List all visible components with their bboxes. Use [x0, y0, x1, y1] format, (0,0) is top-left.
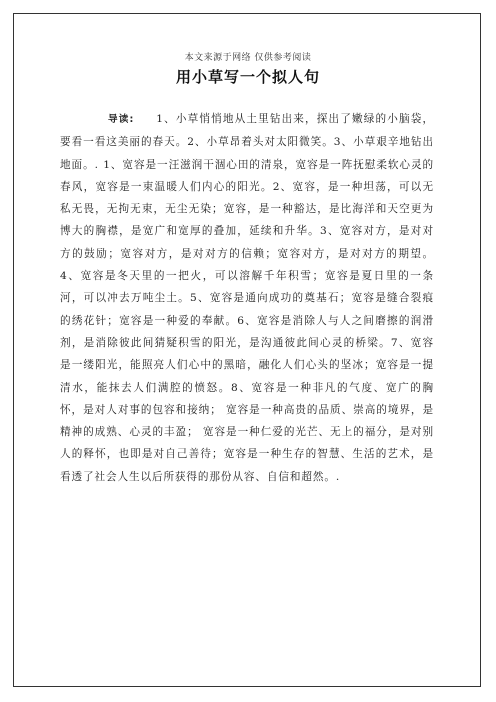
body-paragraph: 1、小草悄悄地从土里钻出来，探出了嫩绿的小脑袋，要看一看这美丽的春天。2、小草昂着头对太阳微笑。3、小草艰辛地钻出地面。. 1、宽容是一汪滋润干涸心田的清泉，宽容是一阵抚慰柔软心灵的春风，宽容是一束温暖人们内心的阳光。2、宽容，是一种坦荡，可以无私无畏，无拘无束，无尘无染；宽容，是一种豁达，是比海洋和天空更为博大的胸襟，是宽广和宽厚的叠加，延续和升华。3、宽容对方，是对对方的鼓励；宽容对方，是对对方的信赖；宽容对方，是对对方的期望。4、宽容是冬天里的一把火，可以溶解千年积雪；宽容是夏日里的一条河，可以冲去万吨尘土。5、宽容是通向成功的奠基石；宽容是缝合裂痕的绣花针；宽容是一种爱的奉献。6、宽容是消除人与人之间磨擦的润滑剂，是消除彼此间猜疑积雪的阳光，是沟通彼此间心灵的桥梁。7、宽容是一缕阳光，能照亮人们心中的黑暗，融化人们心头的坚冰；宽容是一提清水，能抹去人们满腔的愤怒。8、宽容是一种非凡的气度、宽广的胸怀，是对人对事的包容和接纳； 宽容是一种高贵的品质、崇高的境界，是精神的成熟、心灵的丰盈； 宽容是一种仁爱的光芒、无上的福分，是对别人的释怀，也即是对自己善待；宽容是一种生存的智慧、生活的艺术，是看透了社会人生以后所获得的那份从容、自信和超然。.	[60, 113, 434, 483]
intro-label: 导读:	[108, 114, 135, 125]
document-title: 用小草写一个拟人句	[175, 68, 320, 86]
source-note: 本文来源于网络 仅供参考阅读	[184, 53, 312, 63]
document-body	[60, 108, 434, 488]
